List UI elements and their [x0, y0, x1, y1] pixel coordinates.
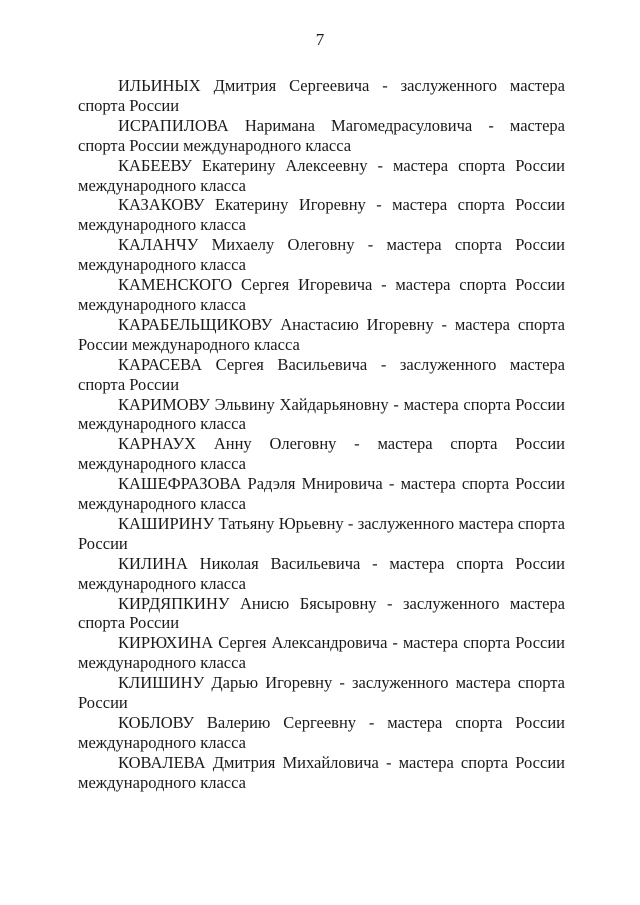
award-entry: ИЛЬИНЫХ Дмитрия Сергеевича - заслуженного мастера спорта России — [78, 76, 565, 115]
award-entry: КАШИРИНУ Татьяну Юрьевну - заслуженного мастера спорта России — [78, 513, 565, 553]
award-entry: КЛИШИНУ Дарью Игоревну - заслуженного мастера спорта России — [78, 673, 565, 713]
award-entry: КАРАБЕЛЬЩИКОВУ Анастасию Игоревну - мастера спорта России международного класса — [78, 314, 565, 354]
award-entry: КИРДЯПКИНУ Анисю Бясыровну - заслуженного мастера спорта России — [78, 593, 565, 633]
award-entry: КАЗАКОВУ Екатерину Игоревну - мастера спорта России международного класса — [78, 195, 565, 235]
award-entry: КАРАСЕВА Сергея Васильевича - заслуженного мастера спорта России — [78, 354, 565, 394]
page-number: 7 — [315, 30, 325, 49]
award-entry: КИЛИНА Николая Васильевича - мастера спорта России международного класса — [78, 553, 565, 593]
award-entry: ИСРАПИЛОВА Наримана Магомедрасуловича - мастера спорта России международного класса — [78, 115, 565, 155]
award-entry: КАРИМОВУ Эльвину Хайдарьяновну - мастера спорта России международного класса — [78, 394, 565, 434]
award-entry: КАЛАНЧУ Михаелу Олеговну - мастера спорта России международного класса — [78, 235, 565, 275]
award-entry: КАМЕНСКОГО Сергея Игоревича - мастера спорта России международного класса — [78, 275, 565, 314]
award-entry: КОБЛОВУ Валерию Сергеевну - мастера спорта России международного класса — [78, 713, 565, 752]
award-entry: КАШЕФРАЗОВА Радэля Мнировича - мастера спорта России международного класса — [78, 474, 565, 514]
award-entry: КАРНАУХ Анну Олеговну - мастера спорта России международного класса — [78, 434, 565, 474]
award-list — [78, 76, 565, 793]
award-entry: КАБЕЕВУ Екатерину Алексеевну - мастера спорта России международного класса — [78, 155, 565, 195]
award-entry: КИРЮХИНА Сергея Александровича - мастера спорта России международного класса — [78, 633, 565, 673]
award-entry: КОВАЛЕВА Дмитрия Михайловича - мастера спорта России международного класса — [78, 752, 565, 792]
